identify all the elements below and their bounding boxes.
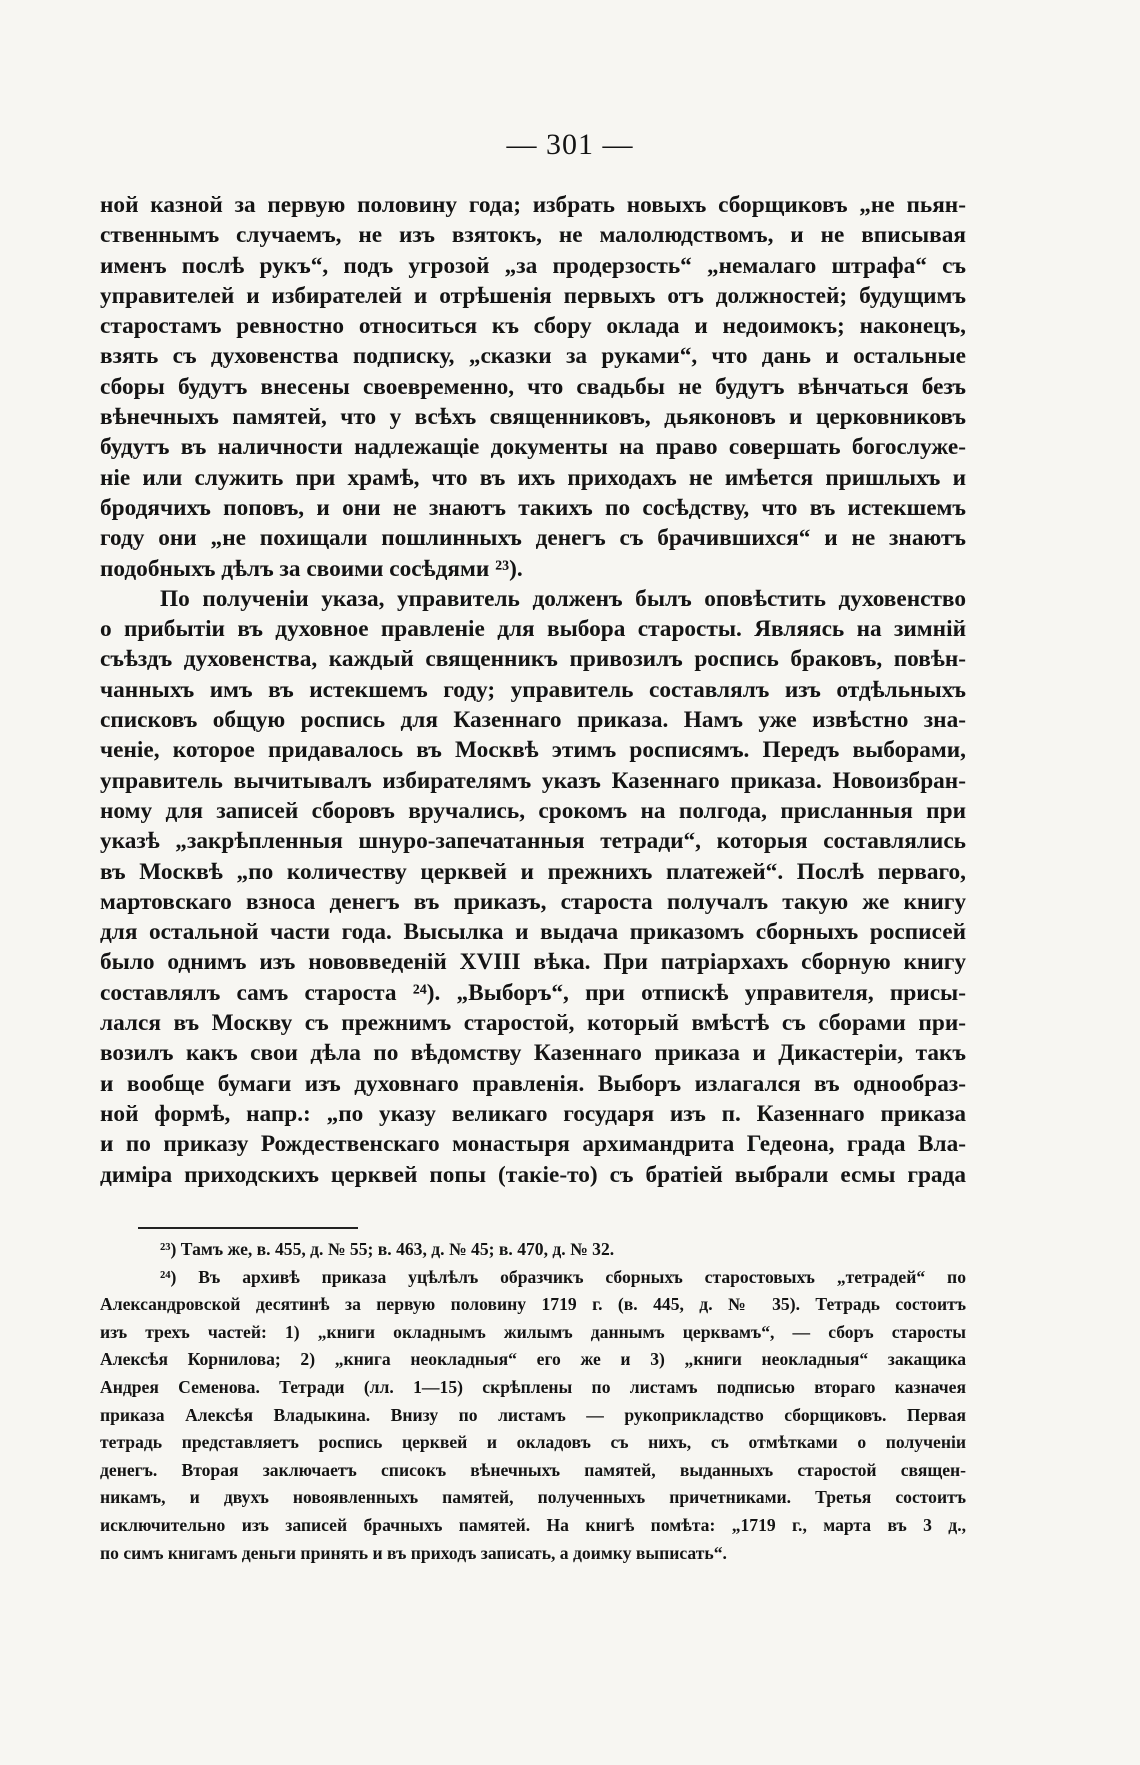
footnote-line: Алексѣя Корнилова; 2) „книга неокладныя“ его же и 3) „книги неокладныя“ закащика — [100, 1349, 966, 1370]
text-line: ченіе, которое придавалось въ Москвѣ этимъ росписямъ. Передъ выборами, — [100, 737, 966, 764]
text-line: о прибытіи въ духовное правленіе для выбора старосты. Являясь на зимній — [100, 616, 966, 643]
text-line: составлялъ самъ староста ²⁴). „Выборъ“, при отпискѣ управителя, присы- — [100, 979, 966, 1006]
main-text — [100, 190, 966, 1190]
text-line: ной формѣ, напр.: „по указу великаго государя изъ п. Казеннаго приказа — [100, 1100, 966, 1127]
text-line: старостамъ ревностно относиться къ сбору оклада и недоимокъ; наконецъ, — [100, 313, 966, 340]
text-line: управителей и избирателей и отрѣшенія первыхъ отъ должностей; будущимъ — [100, 282, 966, 309]
paragraph-first-line: По полученіи указа, управитель долженъ былъ оповѣстить духовенство — [160, 585, 966, 612]
page-number: — 301 — — [506, 128, 634, 161]
text-line: ственнымъ случаемъ, не изъ взятокъ, не малолюдствомъ, и не вписывая — [100, 222, 966, 249]
text-line: ніе или служить при храмѣ, что въ ихъ приходахъ не имѣется пришлыхъ и — [100, 464, 966, 491]
text-line: именъ послѣ рукъ“, подъ угрозой „за продерзость“ „немалаго штрафа“ съ — [100, 252, 966, 279]
footnotes — [100, 1236, 966, 1567]
footnote-23: ²³) Тамъ же, в. 455, д. № 55; в. 463, д. № 45; в. 470, д. № 32. — [160, 1239, 615, 1259]
text-line: управитель вычитывалъ избирателямъ указъ Казеннаго приказа. Новоизбран- — [100, 767, 966, 794]
text-line: диміра приходскихъ церквей попы (такіе-то) съ братіей выбрали есмы града — [100, 1161, 966, 1188]
text-line: для остальной части года. Высылка и выдача приказомъ сборныхъ росписей — [100, 919, 966, 946]
text-line: подобныхъ дѣлъ за своими сосѣдями ²³). — [100, 555, 523, 582]
footnote-line: Александровской десятинѣ за первую половину 1719 г. (в. 445, д. № 35). Тетрадь состоитъ — [100, 1294, 966, 1315]
text-line: и вообще бумаги изъ духовнаго правленія. Выборъ излагался въ однообраз- — [100, 1070, 966, 1097]
text-line: и по приказу Рождественскаго монастыря архимандрита Гедеона, града Вла- — [100, 1131, 966, 1158]
text-line: ному для записей сборовъ вручались, срокомъ на полгода, присланныя при — [100, 797, 966, 824]
text-line: указѣ „закрѣпленныя шнуро-запечатанныя тетради“, которыя составлялись — [100, 828, 966, 855]
text-line: чанныхъ имъ въ истекшемъ году; управитель составлялъ изъ отдѣльныхъ — [100, 676, 966, 703]
text-line: съѣздъ духовенства, каждый священникъ привозилъ роспись браковъ, повѣн- — [100, 646, 966, 673]
text-line: бродячихъ поповъ, и они не знаютъ такихъ по сосѣдству, что въ истекшемъ — [100, 494, 966, 521]
text-line: сборы будутъ внесены своевременно, что свадьбы не будутъ вѣнчаться безъ — [100, 373, 966, 400]
footnote-line: никамъ, и двухъ новоявленныхъ памятей, полученныхъ причетниками. Третья состоитъ — [100, 1487, 966, 1508]
text-line: списковъ общую роспись для Казеннаго приказа. Намъ уже извѣстно зна- — [100, 707, 966, 734]
footnote-line: исключительно изъ записей брачныхъ памятей. На книгѣ помѣта: „1719 г., марта въ 3 д., — [100, 1514, 966, 1535]
text-line: взять съ духовенства подписку, „сказки за руками“, что дань и остальные — [100, 343, 966, 370]
footnote-line: изъ трехъ частей: 1) „книги окладнымъ жилымъ даннымъ церквамъ“, — сборъ старосты — [100, 1321, 966, 1342]
text-line: году они „не похищали пошлинныхъ денегъ съ брачившихся“ и не знаютъ — [100, 525, 966, 552]
text-line: возилъ какъ свои дѣла по вѣдомству Казеннаго приказа и Дикастеріи, такъ — [100, 1040, 966, 1067]
footnote-line: приказа Алексѣя Владыкина. Внизу по листамъ — рукоприкладство сборщиковъ. Первая — [100, 1404, 966, 1425]
text-line: ной казной за первую половину года; избрать новыхъ сборщиковъ „не пьян- — [100, 192, 966, 218]
footnote-line: по симъ книгамъ деньги принять и въ приходъ записать, а доимку выписать“. — [100, 1542, 727, 1563]
footnote-line: денегъ. Вторая заключаетъ списокъ вѣнечныхъ памятей, выданныхъ старостой священ- — [100, 1459, 966, 1480]
text-line: будутъ въ наличности надлежащіе документы на право совершать богослуже- — [100, 434, 966, 461]
text-line: мартовскаго взноса денегъ въ приказъ, староста получалъ такую же книгу — [100, 888, 966, 915]
footnote-line: Андрея Семенова. Тетради (лл. 1—15) скрѣплены по листамъ подписью втораго казначея — [100, 1376, 966, 1397]
footnote-24: ²⁴) Въ архивѣ приказа уцѣлѣлъ образчикъ сборныхъ старостовыхъ „тетрадей“ по — [160, 1266, 966, 1287]
footnote-line: тетрадь представляетъ роспись церквей и окладовъ съ нихъ, съ отмѣтками о полученіи — [100, 1432, 966, 1453]
text-line: было однимъ изъ нововведеній XVIII вѣка. При патріархахъ сборную книгу — [100, 949, 966, 976]
text-line: лался въ Москву съ прежнимъ старостой, который вмѣстѣ съ сборами при- — [100, 1010, 966, 1037]
text-line: въ Москвѣ „по количеству церквей и прежнихъ платежей“. Послѣ перваго, — [100, 858, 966, 885]
text-line: вѣнечныхъ памятей, что у всѣхъ священниковъ, дьяконовъ и церковниковъ — [100, 404, 966, 431]
footnote-separator — [138, 1227, 358, 1229]
